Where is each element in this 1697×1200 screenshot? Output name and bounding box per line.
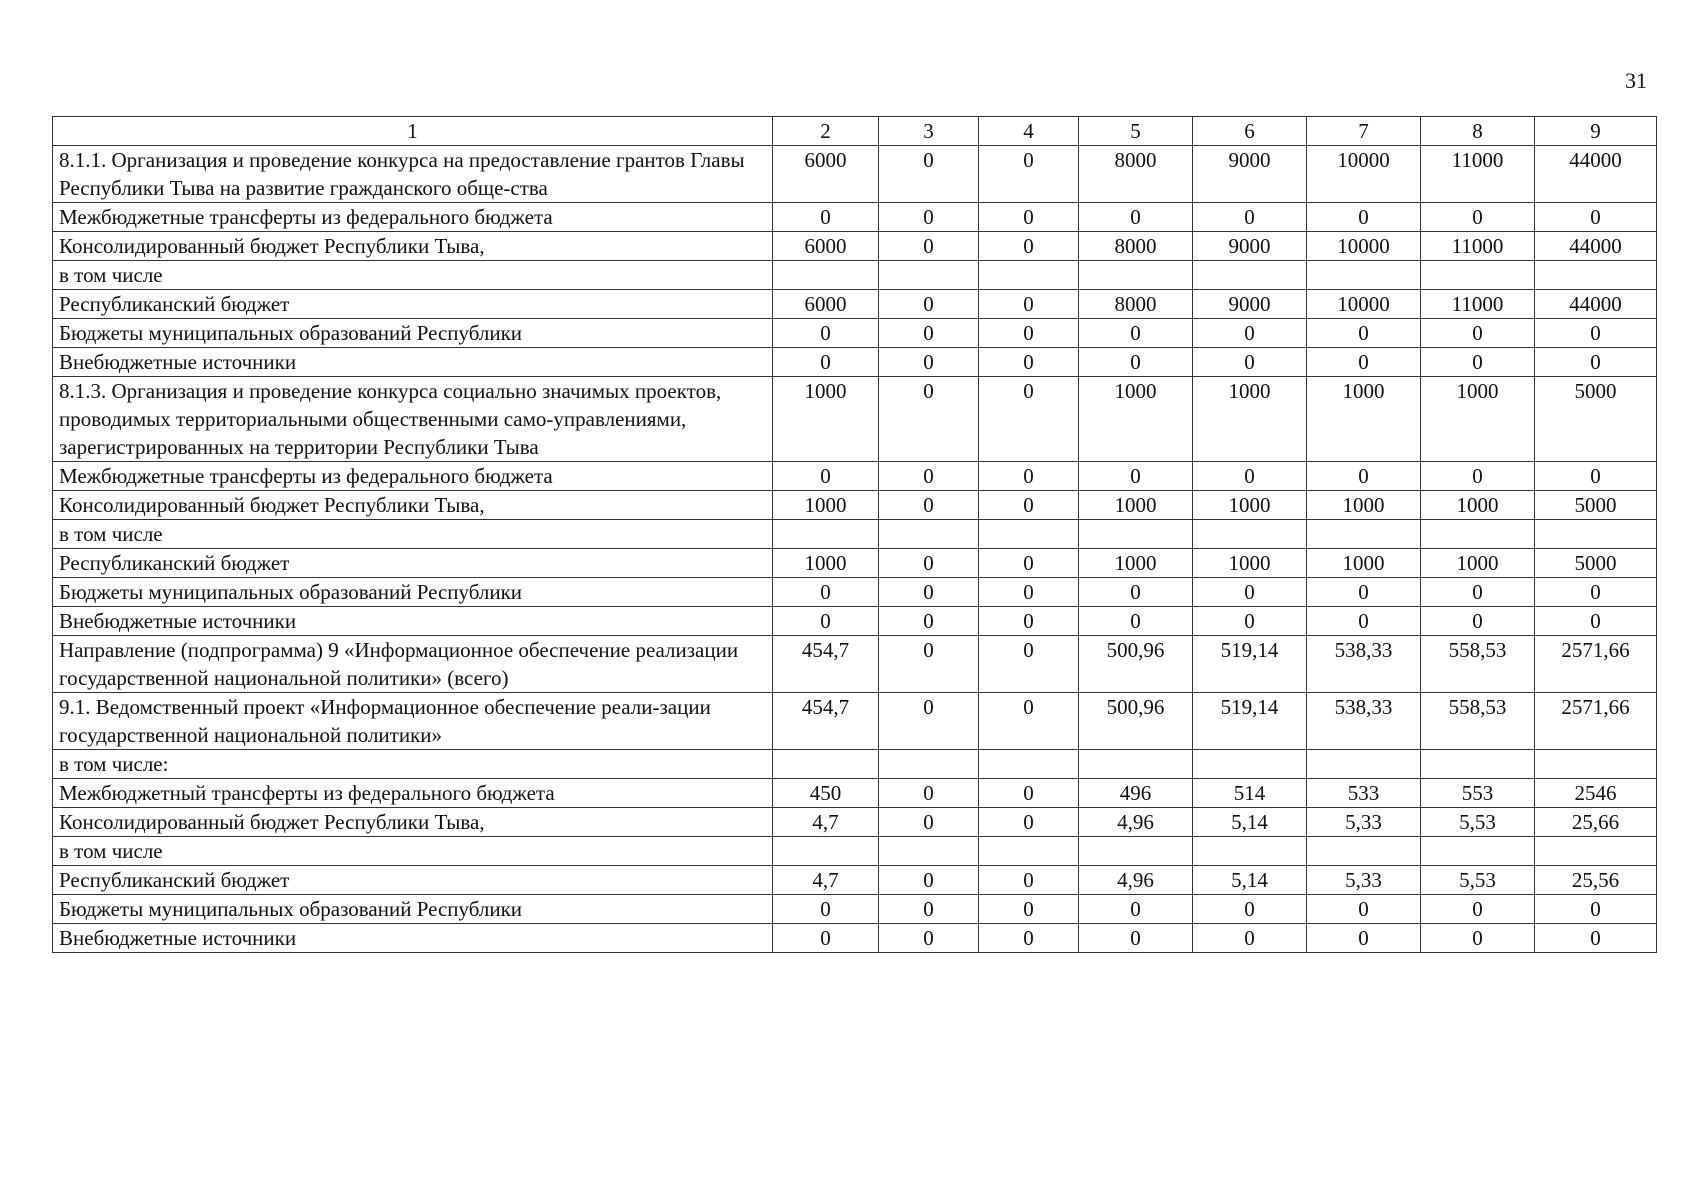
value-cell: 1000: [1421, 377, 1535, 462]
value-cell: 0: [1193, 895, 1307, 924]
table-row: [53, 750, 1657, 779]
value-cell: 1000: [1079, 491, 1193, 520]
row-label: Консолидированный бюджет Республики Тыва,: [53, 232, 773, 261]
value-cell: 9000: [1193, 146, 1307, 203]
table-row: [53, 636, 1657, 693]
row-label: Республиканский бюджет: [53, 866, 773, 895]
value-cell: 5,53: [1421, 866, 1535, 895]
value-cell: 514: [1193, 779, 1307, 808]
value-cell: 0: [1535, 203, 1657, 232]
value-cell: 519,14: [1193, 636, 1307, 693]
value-cell: 5000: [1535, 549, 1657, 578]
value-cell: 0: [879, 549, 979, 578]
row-label: Республиканский бюджет: [53, 549, 773, 578]
value-cell: [1307, 750, 1421, 779]
value-cell: 2571,66: [1535, 693, 1657, 750]
value-cell: 0: [979, 693, 1079, 750]
row-label: Межбюджетный трансферты из федерального бюджета: [53, 779, 773, 808]
value-cell: 0: [979, 808, 1079, 837]
value-cell: 519,14: [1193, 693, 1307, 750]
value-cell: 1000: [1193, 377, 1307, 462]
value-cell: [1421, 837, 1535, 866]
value-cell: 0: [1307, 203, 1421, 232]
value-cell: 9000: [1193, 290, 1307, 319]
value-cell: 10000: [1307, 290, 1421, 319]
value-cell: 25,66: [1535, 808, 1657, 837]
value-cell: 0: [979, 319, 1079, 348]
value-cell: 450: [773, 779, 879, 808]
value-cell: 454,7: [773, 636, 879, 693]
value-cell: 0: [1421, 924, 1535, 953]
value-cell: 538,33: [1307, 636, 1421, 693]
value-cell: [879, 261, 979, 290]
value-cell: 8000: [1079, 232, 1193, 261]
row-label: Бюджеты муниципальных образований Республики: [53, 578, 773, 607]
value-cell: 1000: [1079, 377, 1193, 462]
row-label: в том числе:: [53, 750, 773, 779]
value-cell: [773, 261, 879, 290]
value-cell: 8000: [1079, 146, 1193, 203]
value-cell: 0: [1421, 348, 1535, 377]
value-cell: 0: [773, 607, 879, 636]
value-cell: 0: [1079, 348, 1193, 377]
value-cell: 4,96: [1079, 866, 1193, 895]
table-row: [53, 462, 1657, 491]
value-cell: 1000: [1307, 491, 1421, 520]
value-cell: 4,96: [1079, 808, 1193, 837]
value-cell: 0: [979, 607, 1079, 636]
value-cell: 0: [1079, 578, 1193, 607]
header-cell: 5: [1079, 117, 1193, 146]
value-cell: [773, 750, 879, 779]
value-cell: [1307, 520, 1421, 549]
value-cell: 0: [1421, 203, 1535, 232]
value-cell: 0: [1421, 895, 1535, 924]
value-cell: 0: [879, 895, 979, 924]
value-cell: 0: [1079, 462, 1193, 491]
table-row: [53, 203, 1657, 232]
value-cell: [879, 837, 979, 866]
value-cell: 5000: [1535, 491, 1657, 520]
value-cell: 0: [879, 232, 979, 261]
value-cell: 0: [1307, 607, 1421, 636]
table-row: [53, 924, 1657, 953]
value-cell: 5,14: [1193, 866, 1307, 895]
value-cell: 500,96: [1079, 636, 1193, 693]
value-cell: 0: [879, 377, 979, 462]
header-row: [53, 117, 1657, 146]
value-cell: 0: [1535, 578, 1657, 607]
table-row: [53, 520, 1657, 549]
value-cell: 558,53: [1421, 636, 1535, 693]
value-cell: 1000: [1421, 491, 1535, 520]
value-cell: 6000: [773, 146, 879, 203]
value-cell: [1535, 520, 1657, 549]
value-cell: 0: [1307, 462, 1421, 491]
header-cell: 6: [1193, 117, 1307, 146]
value-cell: [979, 750, 1079, 779]
table-row: [53, 491, 1657, 520]
row-label: Бюджеты муниципальных образований Республики: [53, 319, 773, 348]
row-label: Внебюджетные источники: [53, 924, 773, 953]
value-cell: 0: [1421, 319, 1535, 348]
value-cell: [1079, 750, 1193, 779]
value-cell: 0: [879, 636, 979, 693]
value-cell: [773, 520, 879, 549]
value-cell: 2546: [1535, 779, 1657, 808]
value-cell: 11000: [1421, 232, 1535, 261]
value-cell: 0: [879, 290, 979, 319]
value-cell: 0: [979, 895, 1079, 924]
value-cell: 0: [773, 348, 879, 377]
value-cell: 1000: [1421, 549, 1535, 578]
value-cell: [773, 837, 879, 866]
value-cell: 0: [1307, 348, 1421, 377]
value-cell: [1535, 261, 1657, 290]
value-cell: 0: [1079, 924, 1193, 953]
value-cell: 0: [879, 491, 979, 520]
header-cell: 8: [1421, 117, 1535, 146]
row-label: Направление (подпрограмма) 9 «Информационное обеспечение реализации государственной национальной политики» (всего): [53, 636, 773, 693]
value-cell: [1307, 261, 1421, 290]
value-cell: 0: [1079, 607, 1193, 636]
value-cell: 0: [1079, 203, 1193, 232]
row-label: Консолидированный бюджет Республики Тыва,: [53, 808, 773, 837]
header-cell: 4: [979, 117, 1079, 146]
table-row: [53, 290, 1657, 319]
value-cell: 0: [979, 232, 1079, 261]
value-cell: 496: [1079, 779, 1193, 808]
value-cell: 538,33: [1307, 693, 1421, 750]
value-cell: 0: [979, 290, 1079, 319]
value-cell: 0: [1535, 348, 1657, 377]
value-cell: 0: [1079, 895, 1193, 924]
table-row: [53, 808, 1657, 837]
value-cell: 0: [879, 319, 979, 348]
value-cell: 0: [979, 462, 1079, 491]
value-cell: 0: [879, 462, 979, 491]
value-cell: 11000: [1421, 290, 1535, 319]
value-cell: 5,33: [1307, 866, 1421, 895]
value-cell: 0: [879, 866, 979, 895]
value-cell: 0: [1193, 578, 1307, 607]
value-cell: 0: [979, 636, 1079, 693]
row-label: Бюджеты муниципальных образований Республики: [53, 895, 773, 924]
table-row: [53, 779, 1657, 808]
value-cell: 1000: [1307, 377, 1421, 462]
row-label: Межбюджетные трансферты из федерального бюджета: [53, 462, 773, 491]
table-row: [53, 866, 1657, 895]
value-cell: [879, 750, 979, 779]
row-label: Межбюджетные трансферты из федерального бюджета: [53, 203, 773, 232]
value-cell: [979, 520, 1079, 549]
value-cell: [979, 837, 1079, 866]
value-cell: 0: [1307, 578, 1421, 607]
value-cell: [879, 520, 979, 549]
row-label: Внебюджетные источники: [53, 348, 773, 377]
value-cell: 0: [1193, 348, 1307, 377]
value-cell: 1000: [773, 549, 879, 578]
value-cell: 11000: [1421, 146, 1535, 203]
table-row: [53, 837, 1657, 866]
value-cell: [1421, 750, 1535, 779]
value-cell: 0: [979, 491, 1079, 520]
value-cell: [1193, 750, 1307, 779]
value-cell: [1193, 520, 1307, 549]
value-cell: 0: [1193, 924, 1307, 953]
value-cell: 1000: [1307, 549, 1421, 578]
value-cell: 8000: [1079, 290, 1193, 319]
value-cell: 0: [879, 146, 979, 203]
table-row: [53, 232, 1657, 261]
value-cell: 6000: [773, 232, 879, 261]
row-label: в том числе: [53, 261, 773, 290]
value-cell: 0: [1079, 319, 1193, 348]
value-cell: 5,14: [1193, 808, 1307, 837]
value-cell: 0: [1421, 462, 1535, 491]
value-cell: 4,7: [773, 866, 879, 895]
value-cell: 0: [879, 348, 979, 377]
value-cell: 0: [1535, 895, 1657, 924]
value-cell: 558,53: [1421, 693, 1535, 750]
value-cell: 0: [979, 779, 1079, 808]
table-row: [53, 377, 1657, 462]
value-cell: 0: [979, 924, 1079, 953]
value-cell: [1079, 261, 1193, 290]
value-cell: 1000: [1079, 549, 1193, 578]
value-cell: [1535, 750, 1657, 779]
value-cell: 25,56: [1535, 866, 1657, 895]
value-cell: 0: [1307, 319, 1421, 348]
value-cell: 0: [979, 866, 1079, 895]
value-cell: 454,7: [773, 693, 879, 750]
table-row: [53, 607, 1657, 636]
value-cell: 0: [979, 377, 1079, 462]
value-cell: 0: [879, 578, 979, 607]
value-cell: [979, 261, 1079, 290]
value-cell: 0: [773, 895, 879, 924]
header-cell: 1: [53, 117, 773, 146]
table-row: [53, 146, 1657, 203]
value-cell: 0: [879, 607, 979, 636]
value-cell: 0: [979, 146, 1079, 203]
value-cell: 44000: [1535, 146, 1657, 203]
value-cell: 0: [879, 203, 979, 232]
row-label: в том числе: [53, 837, 773, 866]
value-cell: [1079, 837, 1193, 866]
value-cell: [1421, 520, 1535, 549]
value-cell: 0: [1535, 607, 1657, 636]
table-row: [53, 895, 1657, 924]
value-cell: 0: [1421, 607, 1535, 636]
value-cell: 10000: [1307, 232, 1421, 261]
table-row: [53, 348, 1657, 377]
header-cell: 7: [1307, 117, 1421, 146]
page-number: 31: [1625, 68, 1647, 93]
value-cell: 1000: [773, 491, 879, 520]
row-label: 8.1.3. Организация и проведение конкурса социально значимых проектов, проводимых территориальными общественными само-управлениями, зарегистрированных на территории Республики Тыва: [53, 377, 773, 462]
value-cell: [1193, 837, 1307, 866]
value-cell: 0: [1421, 578, 1535, 607]
value-cell: [1193, 261, 1307, 290]
value-cell: [1421, 261, 1535, 290]
value-cell: 5,33: [1307, 808, 1421, 837]
row-label: 9.1. Ведомственный проект «Информационное обеспечение реали-зации государственной национальной политики»: [53, 693, 773, 750]
table-row: [53, 261, 1657, 290]
value-cell: 1000: [1193, 491, 1307, 520]
value-cell: 0: [773, 578, 879, 607]
value-cell: 44000: [1535, 232, 1657, 261]
value-cell: 0: [1193, 607, 1307, 636]
value-cell: 0: [979, 203, 1079, 232]
header-cell: 9: [1535, 117, 1657, 146]
value-cell: 0: [773, 924, 879, 953]
row-label: 8.1.1. Организация и проведение конкурса на предоставление грантов Главы Республики Тыва на развитие гражданского обще-ства: [53, 146, 773, 203]
value-cell: [1079, 520, 1193, 549]
value-cell: 0: [773, 319, 879, 348]
value-cell: 9000: [1193, 232, 1307, 261]
row-label: Республиканский бюджет: [53, 290, 773, 319]
value-cell: 0: [979, 549, 1079, 578]
value-cell: [1307, 837, 1421, 866]
header-cell: 3: [879, 117, 979, 146]
value-cell: 553: [1421, 779, 1535, 808]
value-cell: [1535, 837, 1657, 866]
value-cell: 0: [1193, 319, 1307, 348]
value-cell: 0: [879, 924, 979, 953]
value-cell: 44000: [1535, 290, 1657, 319]
row-label: Консолидированный бюджет Республики Тыва,: [53, 491, 773, 520]
row-label: Внебюджетные источники: [53, 607, 773, 636]
table-row: [53, 578, 1657, 607]
table-row: [53, 549, 1657, 578]
value-cell: 1000: [773, 377, 879, 462]
value-cell: 533: [1307, 779, 1421, 808]
value-cell: 0: [879, 693, 979, 750]
value-cell: 0: [773, 462, 879, 491]
header-cell: 2: [773, 117, 879, 146]
value-cell: 0: [1535, 462, 1657, 491]
table-row: [53, 319, 1657, 348]
value-cell: 1000: [1193, 549, 1307, 578]
value-cell: 2571,66: [1535, 636, 1657, 693]
value-cell: 0: [879, 808, 979, 837]
row-label: в том числе: [53, 520, 773, 549]
value-cell: 10000: [1307, 146, 1421, 203]
value-cell: 0: [1535, 924, 1657, 953]
value-cell: 0: [879, 779, 979, 808]
value-cell: 0: [773, 203, 879, 232]
value-cell: 0: [1535, 319, 1657, 348]
value-cell: 4,7: [773, 808, 879, 837]
value-cell: 0: [1307, 895, 1421, 924]
value-cell: 6000: [773, 290, 879, 319]
budget-table: [52, 116, 1657, 953]
table-row: [53, 693, 1657, 750]
value-cell: 0: [1193, 462, 1307, 491]
value-cell: 5,53: [1421, 808, 1535, 837]
value-cell: 0: [979, 348, 1079, 377]
value-cell: 0: [979, 578, 1079, 607]
value-cell: 5000: [1535, 377, 1657, 462]
value-cell: 0: [1307, 924, 1421, 953]
value-cell: 500,96: [1079, 693, 1193, 750]
value-cell: 0: [1193, 203, 1307, 232]
